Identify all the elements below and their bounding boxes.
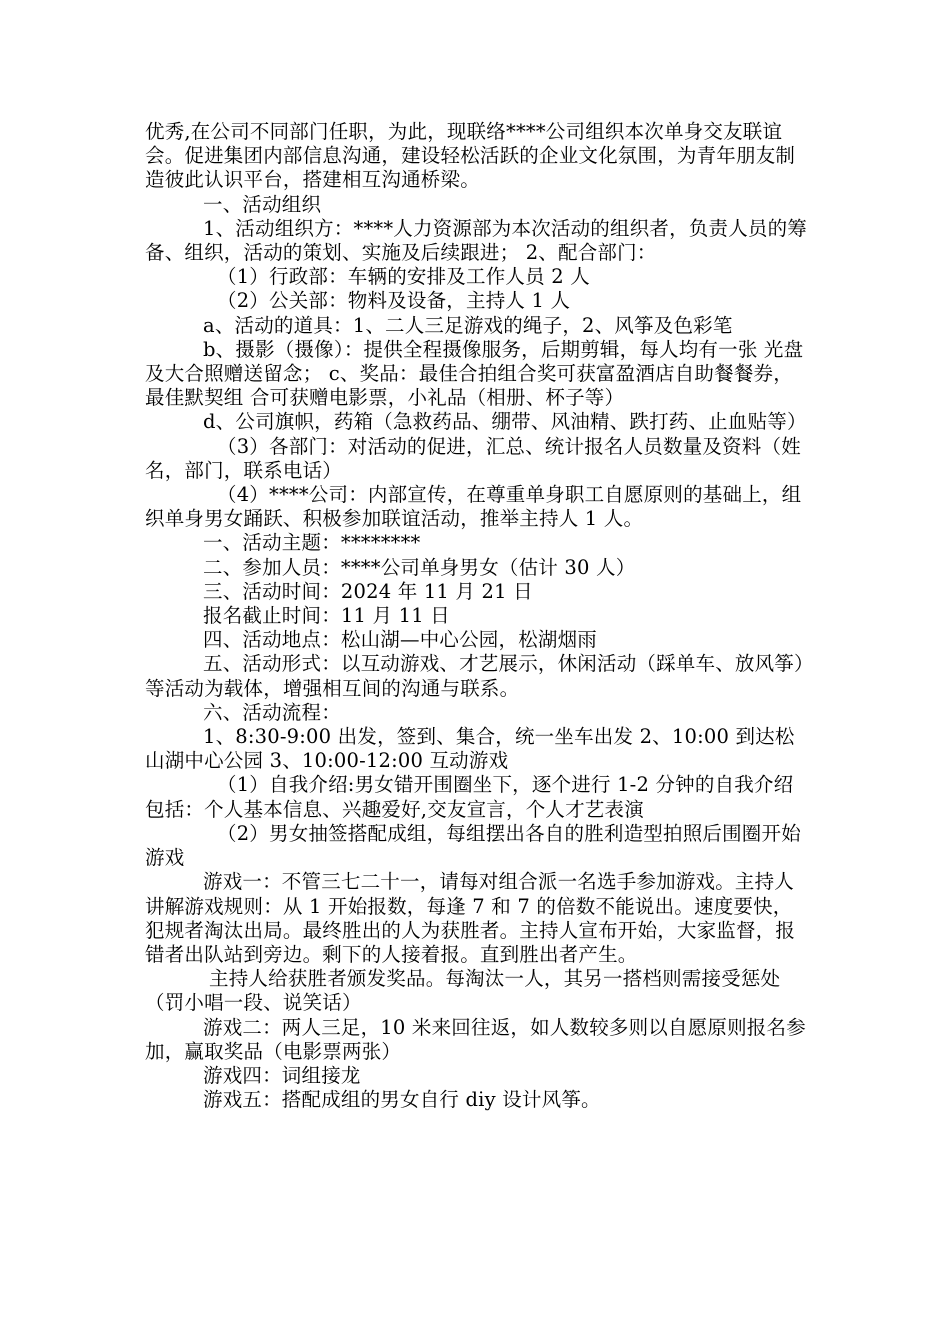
paragraph-location: 四、活动地点：松山湖—中心公园，松湖烟雨	[203, 628, 598, 652]
paragraph-participants: 二、参加人员：****公司单身男女（估计 30 人）	[203, 555, 636, 579]
paragraph-admin-dept: （1）行政部：车辆的安排及工作人员 2 人	[217, 265, 590, 289]
paragraph-pr-dept: （2）公关部：物料及设备，主持人 1 人	[217, 289, 571, 313]
document-body	[145, 120, 810, 1112]
paragraph-game-two: 游戏二：两人三足，10 米来回往返，如人数较多则以自愿原则报名参加，赢取奖品（电影票两张）	[145, 1015, 806, 1063]
paragraph-organizer: 1、活动组织方：****人力资源部为本次活动的组织者，负责人员的筹备、组织，活动的策划、实施及后续跟进； 2、配合部门：	[145, 216, 808, 265]
paragraph-flags-kit: d、公司旗帜，药箱（急救药品、绷带、风油精、跌打药、止血贴等）	[203, 410, 807, 434]
paragraph-game-four: 游戏四：词组接龙	[203, 1063, 361, 1087]
paragraph-company: （4）****公司：内部宣传，在尊重单身职工自愿原则的基础上，组织单身男女踊跃、积极参加联谊活动，推举主持人 1 人。	[145, 483, 802, 531]
paragraph-theme: 一、活动主题：********	[203, 531, 421, 555]
paragraph-photography: b、摄影（摄像）：提供全程摄像服务，后期剪辑，每人均有一张 光盘及大合照赠送留念； c、奖品：最佳合拍组合奖可获富盈酒店自助餐餐券，最佳默契组 合可获赠电影票，小礼品（相册、杯子等）	[145, 337, 804, 410]
paragraph-game-five: 游戏五：搭配成组的男女自行 diy 设计风筝。	[203, 1088, 601, 1112]
paragraph-format: 五、活动形式：以互动游戏、才艺展示，休闲活动（踩单车、放风筝）等活动为载体，增强相互间的沟通与联系。	[145, 652, 804, 700]
paragraph-intro: 优秀,在公司不同部门任职，为此，现联络****公司组织本次单身交友联谊会。促进集团内部信息沟通，建设轻松活跃的企业文化氛围，为青年朋友制造彼此认识平台，搭建相互沟通桥梁。	[145, 120, 796, 192]
paragraph-departments: （3）各部门：对活动的促进，汇总、统计报名人员数量及资料（姓名，部门，联系电话）	[145, 434, 801, 482]
heading-activity-organization: 一、活动组织	[203, 192, 322, 216]
paragraph-pairing: （2）男女抽签搭配成组，每组摆出各自的胜利造型拍照后围圈开始游戏	[145, 821, 801, 870]
paragraph-props: a、活动的道具：1、二人三足游戏的绳子，2、风筝及色彩笔	[203, 313, 733, 337]
paragraph-game-one: 游戏一：不管三七二十一，请每对组合派一名选手参加游戏。主持人讲解游戏规则：从 1 开始报数，每逢 7 和 7 的倍数不能说出。速度要快，犯规者淘汰出局。最终胜出的人为获胜者。主持人宣布开始，大家监督，报错者出队站到旁边。剩下的人接着报。直到胜出者产生。	[145, 870, 796, 966]
heading-process: 六、活动流程：	[203, 700, 341, 724]
paragraph-awards: 主持人给获胜者颁发奖品。每淘汰一人，其另一搭档则需接受惩处（罚小唱一段、说笑话）	[145, 967, 781, 1015]
paragraph-deadline: 报名截止时间：11 月 11 日	[203, 604, 450, 628]
paragraph-self-intro: （1）自我介绍:男女错开围圈坐下，逐个进行 1-2 分钟的自我介绍包括：个人基本信息、兴趣爱好,交友宣言，个人才艺表演	[145, 773, 794, 821]
paragraph-schedule: 1、8:30-9:00 出发，签到、集合，统一坐车出发 2、10:00 到达松山湖中心公园 3、10:00-12:00 互动游戏	[145, 725, 795, 773]
paragraph-time: 三、活动时间：2024 年 11 月 21 日	[203, 579, 533, 603]
